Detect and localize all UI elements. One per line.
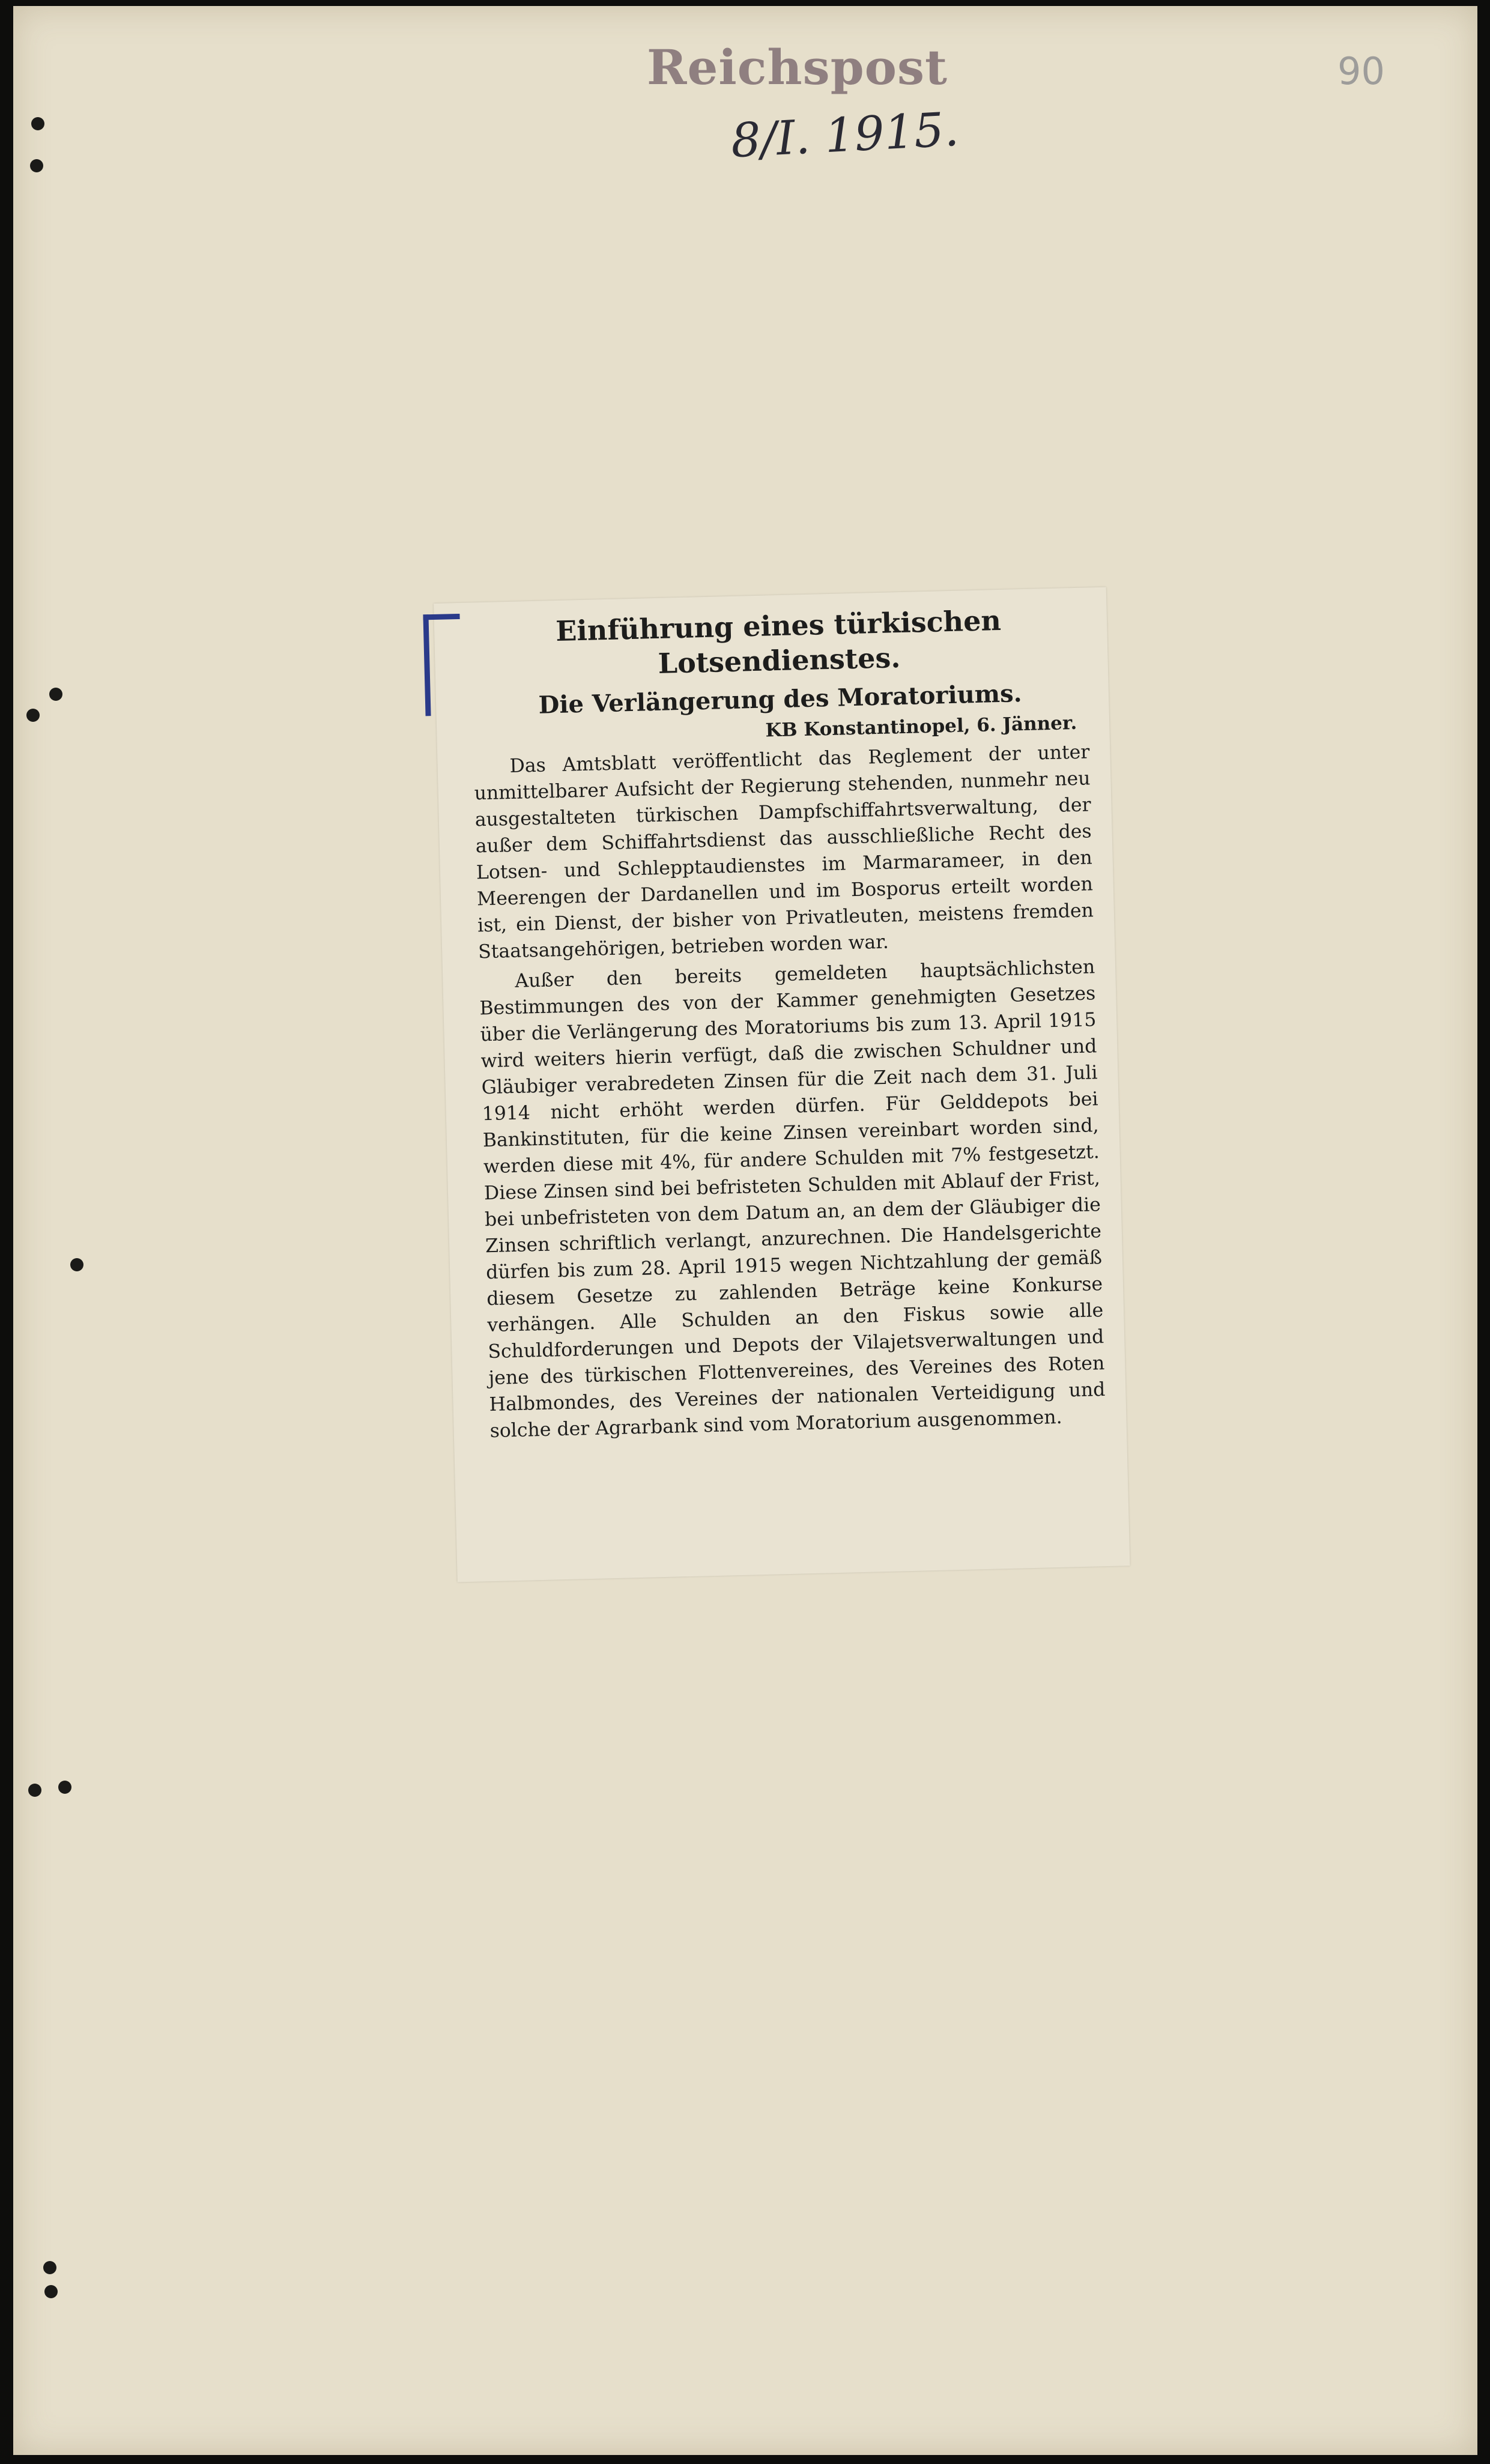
punch-hole: [28, 1784, 41, 1797]
article-paragraph-2: Außer den bereits gemeldeten hauptsächlichsten Bestimmungen des von der Kammer genehmigten Gesetzes über die Verlängerung des Moratoriums bis zum 13. April 1915 wird weiters hierin verfügt, daß die zwischen Schuldner und Gläubiger verabredeten Zinsen für die Zeit nach dem 31. Juli 1914 nicht erhöht werden dürfen. Für Gelddepots bei Bankinstituten, für die keine Zinsen vereinbart worden sind, werden diese mit 4%, für andere Schulden mit 7% festgesetzt. Diese Zinsen sind bei befristeten Schulden mit Ablauf der Frist, bei unbefristeten von dem Datum an, an dem der Gläubiger die Zinsen schriftlich verlangt, anzurechnen. Die Handelsgerichte dürfen bis zum 28. April 1915 wegen Nichtzahlung der gemäß diesem Gesetze zu zahlenden Beträge keine Konkurse verhängen. Alle Schulden an den Fiskus sowie alle Schuldforderungen und Depots der Vilajetsverwaltungen und jene des türkischen Flottenvereines, des Vereines des Roten Halbmondes, des Vereines der nationalen Verteidigung und solche der Agrarbank sind vom Moratorium ausgenommen.: [479, 956, 1106, 1442]
punch-hole: [70, 1258, 83, 1271]
punch-hole: [30, 159, 43, 172]
article-paragraph-1: Das Amtsblatt veröffentlicht das Reglement der unter unmittelbarer Aufsicht der Regierung stehenden, nunmehr neu ausgestalteten türkischen Dampfschiffahrtsverwaltung, der außer dem Schiffahrtsdienst das ausschließliche Recht des Lotsen- und Schlepptaudienstes im Marmarameer, in den Meerengen der Dardanellen und im Bosporus erteilt worden ist, ein Dienst, der bisher von Privatleuten, meistens fremden Staatsangehörigen, betrieben worden war.: [474, 741, 1094, 963]
newspaper-clipping: [434, 587, 1130, 1582]
punch-hole: [26, 709, 40, 722]
punch-hole: [31, 117, 44, 130]
punch-hole: [58, 1781, 71, 1794]
handwritten-date: 8/I. 1915.: [729, 102, 960, 169]
article-dateline: KB Konstantinopel, 6. Jänner.: [765, 712, 1077, 742]
punch-hole: [49, 688, 62, 701]
article-subheadline: Die Verlängerung des Moratoriums.: [538, 679, 1023, 719]
blue-pencil-mark: [423, 614, 462, 716]
newspaper-stamp: Reichspost: [647, 39, 948, 95]
punch-hole: [44, 2285, 58, 2298]
article-headline: Einführung eines türkischen Lotsendienstes.: [555, 604, 1002, 680]
punch-hole: [43, 2261, 56, 2274]
folio-number: 90: [1337, 49, 1385, 93]
archive-sheet: [13, 6, 1477, 2455]
